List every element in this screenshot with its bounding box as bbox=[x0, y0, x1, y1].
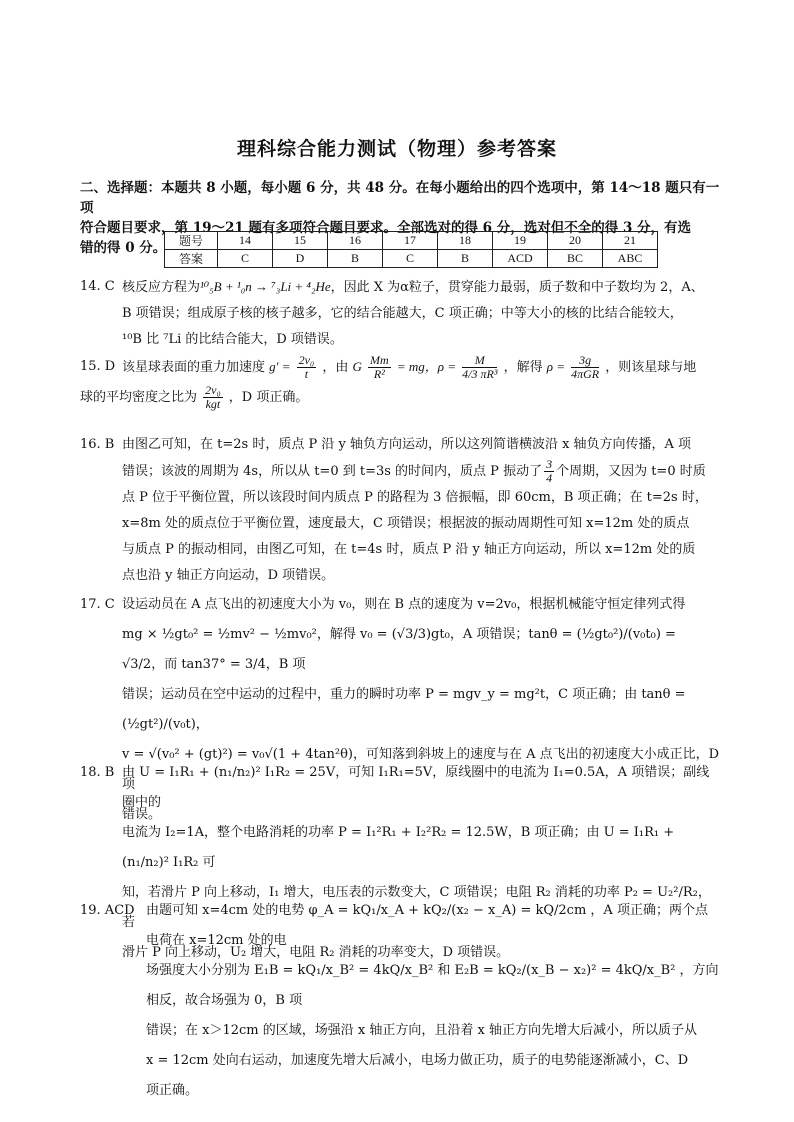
answer-cell: ABC bbox=[603, 250, 658, 268]
table-header-cell: 题号 bbox=[165, 232, 218, 250]
text: 点也沿 y 轴正方向运动，D 项错误。 bbox=[122, 568, 335, 583]
text: 错误。 bbox=[122, 807, 162, 822]
answer-item-16 bbox=[80, 432, 720, 589]
fraction: $\frac{\text{2v₀}}{\text{kgt}}$ bbox=[205, 383, 221, 411]
answer-cell: BC bbox=[548, 250, 603, 268]
text: ，则该星球与地 bbox=[605, 360, 697, 375]
answer-cell: C bbox=[218, 250, 273, 268]
text: 个周期，又因为 t=0 时质 bbox=[556, 464, 706, 479]
question-number-cell: 14 bbox=[218, 232, 273, 250]
text: 场强度大小分别为 E₁B = kQ₁/x_B² = 4kQ/x_B² 和 E₂B = kQ₂/(x_B − x₂)² = 4kQ/x_B² ，方向相反，故合场强为 0，B 项 bbox=[146, 963, 719, 1008]
formula: ρ = bbox=[546, 359, 565, 374]
table-row bbox=[165, 250, 658, 268]
answer-item-15 bbox=[80, 352, 720, 413]
question-number-cell: 17 bbox=[383, 232, 438, 250]
text: x = 12cm 处向右运动，加速度先增大后减小，电场力做正功，质子的电势能逐渐减小，C、D bbox=[146, 1053, 689, 1068]
text: ，由 bbox=[322, 360, 349, 375]
text: ，D 项正确。 bbox=[228, 390, 309, 405]
item-number: 19. ACD bbox=[80, 903, 135, 918]
question-number-cell: 20 bbox=[548, 232, 603, 250]
text: 错误；运动员在空中运动的过程中，重力的瞬时功率 P = mgv_y = mg²t，C 项正确；由 tanθ = (½gt²)/(v₀t)， bbox=[122, 687, 686, 732]
text: ¹⁰B 比 ⁷Li 的比结合能大，D 项错误。 bbox=[122, 332, 343, 347]
table-row bbox=[165, 232, 658, 250]
text: ，解得 bbox=[503, 360, 543, 375]
intro-line: 错的得 0 分。 bbox=[80, 240, 167, 256]
fraction: $\frac{3}{4}$ bbox=[546, 457, 553, 485]
text: 错误；在 x＞12cm 的区域，场强沿 x 轴正方向，且沿着 x 轴正方向先增大后减小，所以质子从 bbox=[146, 1023, 697, 1038]
text: 项正确。 bbox=[146, 1083, 199, 1098]
text: v = √(v₀² + (gt)²) = v₀√(1 + 4tan²θ)，可知落到斜坡上的速度与在 A 点飞出的初速度大小成正比，D 项 bbox=[122, 747, 720, 792]
answer-table bbox=[164, 231, 658, 268]
text: 点 P 位于平衡位置，所以该段时间内质点 P 的路程为 3 倍振幅，即 60cm，B 项正确；在 t=2s 时， bbox=[122, 490, 708, 505]
page-title: 理科综合能力测试（物理）参考答案 bbox=[236, 138, 557, 160]
question-number-cell: 21 bbox=[603, 232, 658, 250]
text: 核反应方程为 bbox=[122, 280, 201, 295]
answer-item-19 bbox=[80, 896, 720, 1106]
fraction: $\frac{\text{2v₀}}{t}$ bbox=[298, 353, 315, 381]
answer-cell: B bbox=[328, 250, 383, 268]
text: B 项错误；组成原子核的核子越多，它的结合能越大，C 项正确；中等大小的核的比结合能较大， bbox=[122, 306, 683, 321]
item-number: 18. B bbox=[80, 765, 115, 780]
table-header-cell: 答案 bbox=[165, 250, 218, 268]
question-number-cell: 18 bbox=[438, 232, 493, 250]
item-number: 17. C bbox=[80, 597, 115, 612]
text: x=8m 处的质点位于平衡位置，速度最大，C 项错误；根据波的振动周期性可知 x=12m 处的质点 bbox=[122, 516, 690, 531]
answer-cell: ACD bbox=[493, 250, 548, 268]
text: ，因此 X 为α粒子，贯穿能力最弱，质子数和中子数均为 2，A、 bbox=[330, 280, 704, 295]
item-number: 14. C bbox=[80, 279, 115, 294]
text: 电流为 I₂=1A，整个电路消耗的功率 P = I₁²R₁ + I₂²R₂ = 12.5W，B 项正确；由 U = I₁R₁ + (n₁/n₂)² I₁R₂ 可 bbox=[122, 825, 675, 870]
fraction: $\frac{M}{\text{4/3 πR³}}$ bbox=[462, 353, 498, 381]
answer-cell: C bbox=[383, 250, 438, 268]
formula: = mg，ρ = bbox=[396, 359, 456, 374]
formula: g′ = bbox=[269, 359, 291, 374]
answer-item-14 bbox=[80, 274, 720, 353]
answer-cell: D bbox=[273, 250, 328, 268]
answer-cell: B bbox=[438, 250, 493, 268]
text: 球的平均密度之比为 bbox=[80, 390, 198, 405]
text: 由题可知 x=4cm 处的电势 φ_A = kQ₁/x_A + kQ₂/(x₂ − x_A) = kQ/2cm ，A 项正确；两个点电荷在 x=12cm 处的电 bbox=[146, 903, 708, 948]
text: 错误；该波的周期为 4s，所以从 t=0 到 t=3s 的时间内，质点 P 振动了 bbox=[122, 464, 543, 479]
text: 设运动员在 A 点飞出的初速度大小为 v₀，则在 B 点的速度为 v=2v₀，根据机械能守恒定律列式得 bbox=[122, 597, 686, 612]
question-number-cell: 19 bbox=[493, 232, 548, 250]
fraction: $\frac{3g}{\text{4πGR}}$ bbox=[571, 353, 600, 381]
text: 由图乙可知，在 t=2s 时，质点 P 沿 y 轴负方向运动，所以这列简谐横波沿 x 轴负方向传播，A 项 bbox=[122, 437, 692, 452]
text: 该星球表面的重力加速度 bbox=[122, 360, 266, 375]
intro-line: 二、选择题：本题共 8 小题，每小题 6 分，共 48 分。在每小题给出的四个选项中，第 14～18 题只有一项 bbox=[80, 180, 720, 216]
text: 由 U = I₁R₁ + (n₁/n₂)² I₁R₂ = 25V，可知 I₁R₁=5V，原线圈中的电流为 I₁=0.5A，A 项错误；副线圈中的 bbox=[122, 765, 710, 810]
item-number: 15. D bbox=[80, 359, 116, 374]
text: mg × ½gt₀² = ½mv² − ½mv₀²，解得 v₀ = (√3/3)gt₀，A 项错误；tanθ = (½gt₀²)/(v₀t₀) = √3/2，而 tan37° = 3/4，B 项 bbox=[122, 627, 676, 672]
text: 滑片 P 向上移动，U₂ 增大，电阻 R₂ 消耗的功率变大，D 项错误。 bbox=[122, 945, 510, 960]
text: 知，若滑片 P 向上移动，I₁ 增大，电压表的示数变大，C 项错误；电阻 R₂ 消耗的功率 P₂ = U₂²/R₂，若 bbox=[122, 885, 711, 930]
text: 与质点 P 的振动相同，由图乙可知，在 t=4s 时，质点 P 沿 y 轴正方向运动，所以 x=12m 处的质 bbox=[122, 542, 696, 557]
item-number: 16. B bbox=[80, 437, 115, 452]
question-number-cell: 15 bbox=[273, 232, 328, 250]
question-number-cell: 16 bbox=[328, 232, 383, 250]
formula: G bbox=[352, 359, 362, 374]
formula: ¹⁰₅B + ¹₀n → ⁷₃Li + ⁴₂He bbox=[200, 279, 331, 294]
intro-line: 符合题目要求，第 19～21 题有多项符合题目要求。全部选对的得 6 分，选对但不全的得 3 分，有选 bbox=[80, 220, 692, 236]
fraction: $\frac{Mm}{\text{R²}}$ bbox=[370, 353, 389, 381]
